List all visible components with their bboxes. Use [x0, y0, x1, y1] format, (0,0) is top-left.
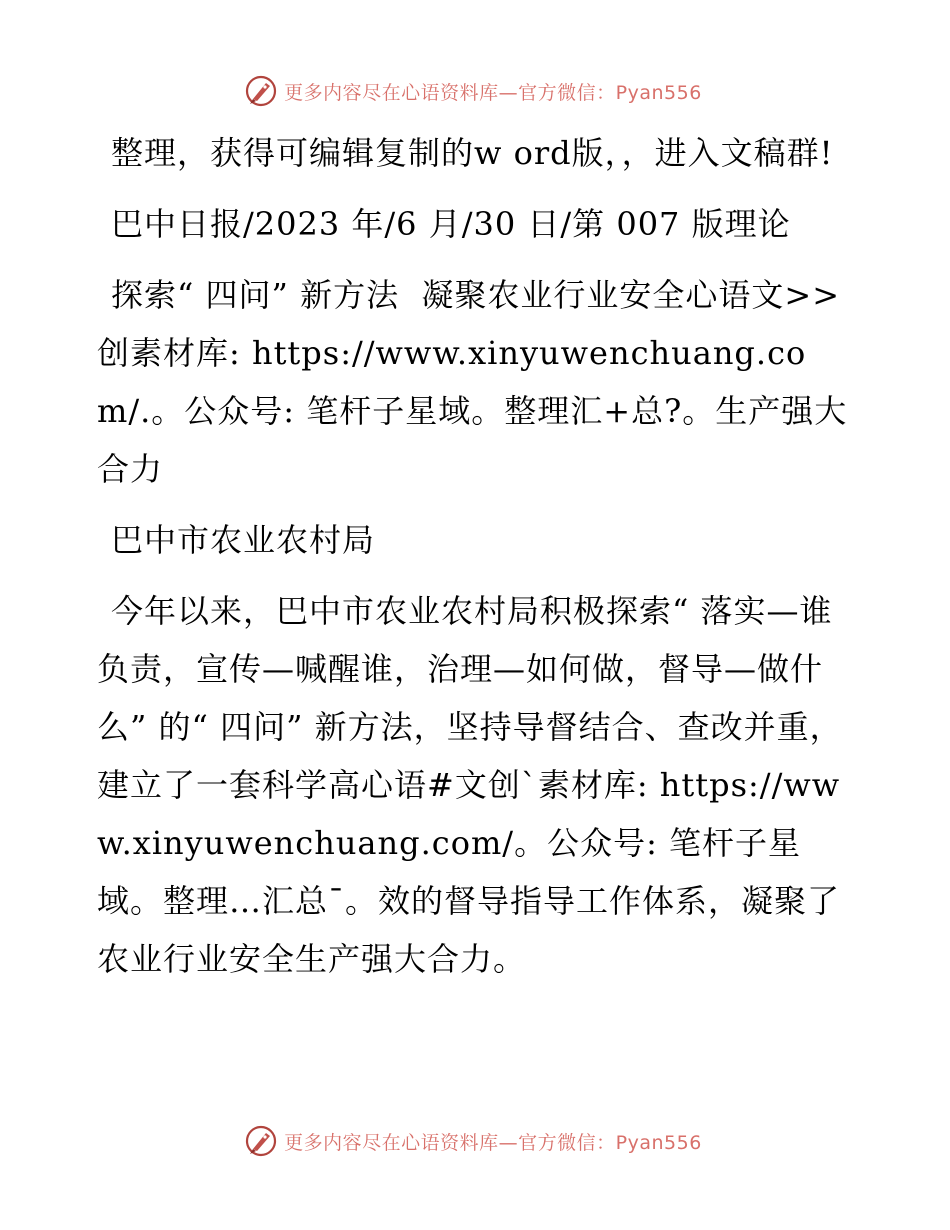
- paragraph-body: 今年以来，巴中市农业农村局积极探索“ 落实—谁负责，宣传—喊醒谁，治理—如何做，督导—做什么” 的“ 四问” 新方法，坚持导督结合、查改并重，建立了一套科学高心语#文创`素材库: https://www.xinyuwenchuang.com/。公众号: 笔杆子星域。整理…汇总¯。效的督导指导工作体系，凝聚了农业行业安全生产强大合力。: [97, 592, 843, 978]
- document-body: [97, 124, 857, 1001]
- quill-pen-logo-icon: [244, 74, 278, 108]
- quill-pen-logo-icon: [244, 1124, 278, 1158]
- paragraph-source-line: 巴中日报/2023 年/6 月/30 日/第 007 版理论: [111, 205, 791, 243]
- header-banner-text: 更多内容尽在心语资料库—官方微信：Pyan556: [284, 81, 702, 104]
- paragraph-intro: 整理，获得可编辑复制的w ord版，，进入文稿群!: [111, 134, 834, 172]
- header-watermark-banner: [0, 72, 950, 110]
- footer-watermark-banner: [0, 1122, 950, 1160]
- paragraph-author: 巴中市农业农村局: [111, 521, 376, 559]
- paragraph-article-title: 探索“ 四问” 新方法 凝聚农业行业安全心语文>>创素材库: https://www.xinyuwenchuang.com/.。公众号: 笔杆子星域。整理汇+总?。生产强大合力: [97, 276, 848, 488]
- footer-banner-text: 更多内容尽在心语资料库—官方微信：Pyan556: [284, 1131, 702, 1154]
